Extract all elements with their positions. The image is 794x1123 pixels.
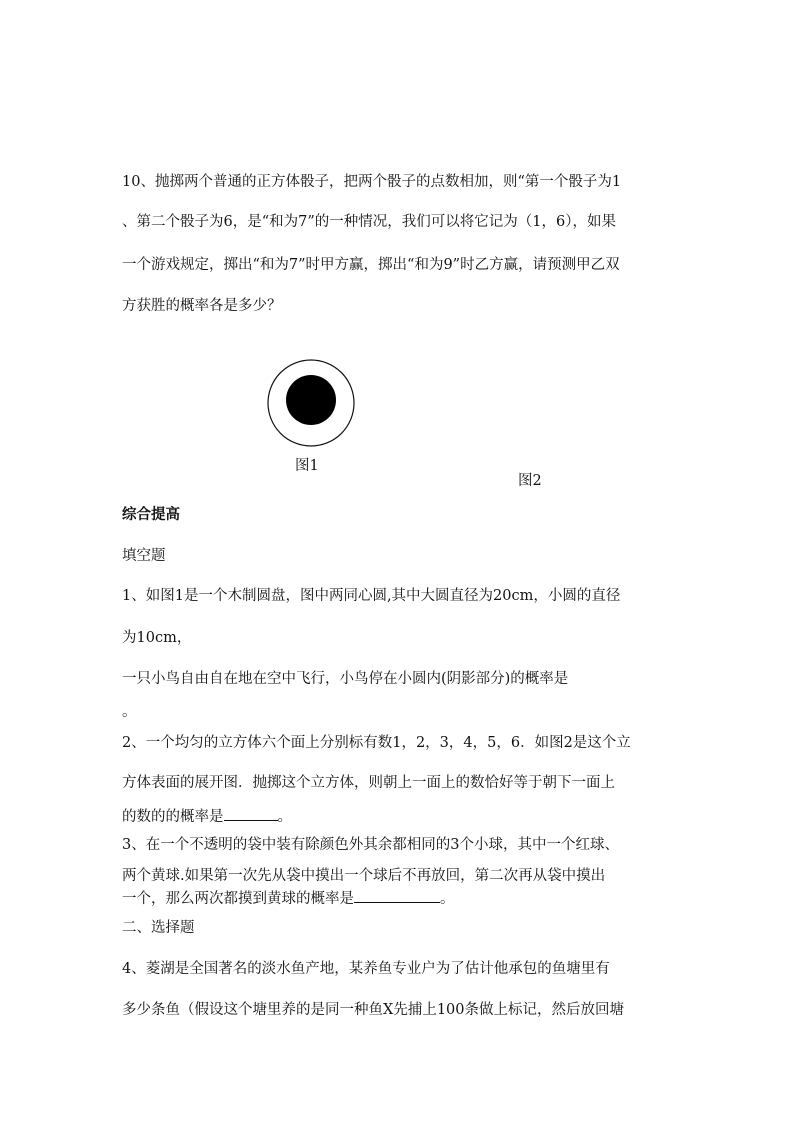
q2-line-3 (122, 806, 292, 827)
concentric-circles-figure (266, 358, 356, 448)
q10-line-4: 方获胜的概率各是多少？ (122, 298, 282, 314)
q3-line-2: 两个黄球.如果第一次先从袋中摸出一个球后不再放回，第二次再从袋中摸出 (122, 868, 606, 884)
q3-answer-blank[interactable] (354, 888, 440, 903)
q4-line-2: 多少条鱼（假设这个塘里养的是同一种鱼X先捕上100条做上标记，然后放回塘 (122, 1002, 624, 1018)
figure-1-caption: 图1 (295, 458, 319, 474)
section-title: 综合提高 (122, 506, 180, 523)
q1-line-4: 。 (122, 704, 137, 720)
q3-line-1: 3、在一个不透明的袋中装有除颜色外其余都相同的3个小球，其中一个红球、 (122, 837, 619, 853)
q1-line-3: 一只小鸟自由自在地在空中飞行，小鸟停在小圆内(阴影部分)的概率是 (122, 671, 569, 687)
q2-line-3-text: 的数的的概率是 (122, 809, 224, 825)
q2-line-3-end: 。 (277, 809, 292, 825)
q10-line-3: 一个游戏规定，掷出“和为7”时甲方赢，掷出“和为9”时乙方赢，请预测甲乙双 (122, 257, 620, 273)
fill-blank-heading: 填空题 (122, 548, 166, 564)
q10-line-2: 、第二个骰子为6，是“和为7”的一种情况，我们可以将它记为（1，6），如果 (122, 214, 616, 230)
choice-heading: 二、选择题 (122, 920, 195, 936)
figure-2-caption: 图2 (518, 473, 542, 489)
q3-line-3-end: 。 (440, 891, 455, 907)
q2-answer-blank[interactable] (224, 806, 278, 821)
q1-line-1: 1、如图1是一个木制圆盘，图中两同心圆,其中大圆直径为20cm，小圆的直径 (122, 588, 621, 604)
q3-line-3 (122, 888, 455, 909)
q10-line-1: 10、抛掷两个普通的正方体骰子，把两个骰子的点数相加，则“第一个骰子为1 (122, 174, 622, 190)
q4-line-1: 4、菱湖是全国著名的淡水鱼产地，某养鱼专业户为了估计他承包的鱼塘里有 (122, 961, 610, 977)
inner-shaded-circle (286, 375, 336, 425)
q3-line-3-text: 一个，那么两次都摸到黄球的概率是 (122, 891, 354, 907)
q2-line-1: 2、一个均匀的立方体六个面上分别标有数1，2，3，4，5，6．如图2是这个立 (122, 735, 631, 751)
q1-line-2: 为10cm， (122, 630, 192, 646)
q2-line-2: 方体表面的展开图．抛掷这个立方体，则朝上一面上的数恰好等于朝下一面上 (122, 775, 615, 791)
